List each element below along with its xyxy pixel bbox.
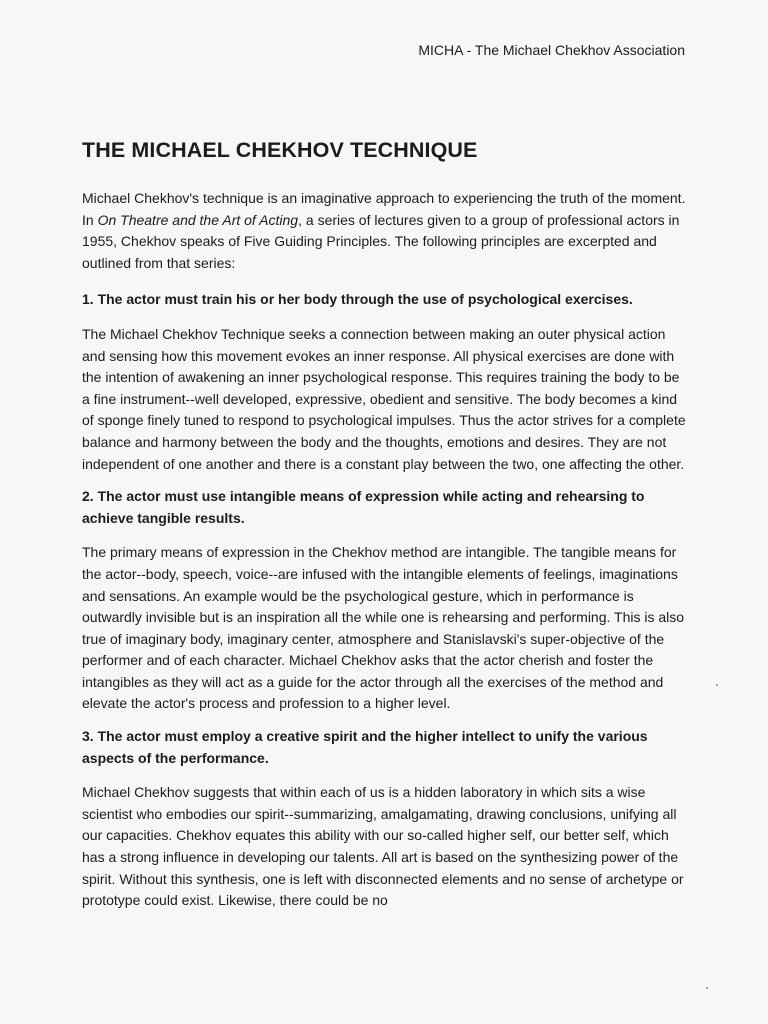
principle-1-body: The Michael Chekhov Technique seeks a connection between making an outer physical action and sensing how this movement evokes an inner response. All physical exercises are done with the intention of awakening an inner psychological response. This requires training the body to be a fine instrument--well developed, expressive, obedient and sensitive. The body becomes a kind of sponge finely tuned to respond to psychological impulses. Thus the actor strives for a complete balance and harmony between the body and the thoughts, emotions and desires. They are not independent of one another and there is a constant play between the two, one affecting the other. <box>82 325 686 472</box>
document-body <box>82 188 688 923</box>
document-title: THE MICHAEL CHEKHOV TECHNIQUE <box>82 138 478 162</box>
principle-3-body: Michael Chekhov suggests that within each of us is a hidden laboratory in which sits a wise scientist who embodies our spirit--summarizing, amalgamating, drawing conclusions, unifying all our capacities. Chekhov equates this ability with our so-called higher self, our better self, which has a strong influence in developing our talents. All art is based on the synthesizing power of the spirit. Without this synthesis, one is left with disconnected elements and no sense of archetype or prototype could exist. Likewise, there could be no <box>82 784 684 909</box>
intro-text-before: Michael Chekhov's technique is an imaginative approach to experiencing the truth of the moment. In <box>82 190 686 228</box>
running-header: MICHA - The Michael Chekhov Association <box>418 42 685 58</box>
principle-3-heading: 3. The actor must employ a creative spirit and the higher intellect to unify the various aspects of the performance. <box>82 728 648 766</box>
scan-speck <box>716 684 718 686</box>
principle-2-body: The primary means of expression in the Chekhov method are intangible. The tangible means for the actor--body, speech, voice--are infused with the intangible elements of feelings, imaginations and sensations. An example would be the psychological gesture, which in performance is outwardly invisible but is an inspiration all the while one is rehearsing and performing. This is also true of imaginary body, imaginary center, atmosphere and Stanislavski's super-objective of the performer and of each character. Michael Chekhov asks that the actor cherish and foster the intangibles as they will act as a guide for the actor through all the exercises of the method and elevate the actor's process and profession to a higher level. <box>82 544 685 712</box>
scan-speck <box>706 987 708 989</box>
intro-text-after: , a series of lectures given to a group of professional actors in 1955, Chekhov speaks of Five Guiding Principles. The following principles are excerpted and outlined from that series: <box>82 211 680 271</box>
principle-1-heading: 1. The actor must train his or her body through the use of psychological exercises. <box>82 291 633 308</box>
principle-2-heading: 2. The actor must use intangible means of expression while acting and rehearsing to achieve tangible results. <box>82 488 645 526</box>
book-title: On Theatre and the Art of Acting <box>97 211 299 228</box>
intro-paragraph <box>82 188 688 274</box>
